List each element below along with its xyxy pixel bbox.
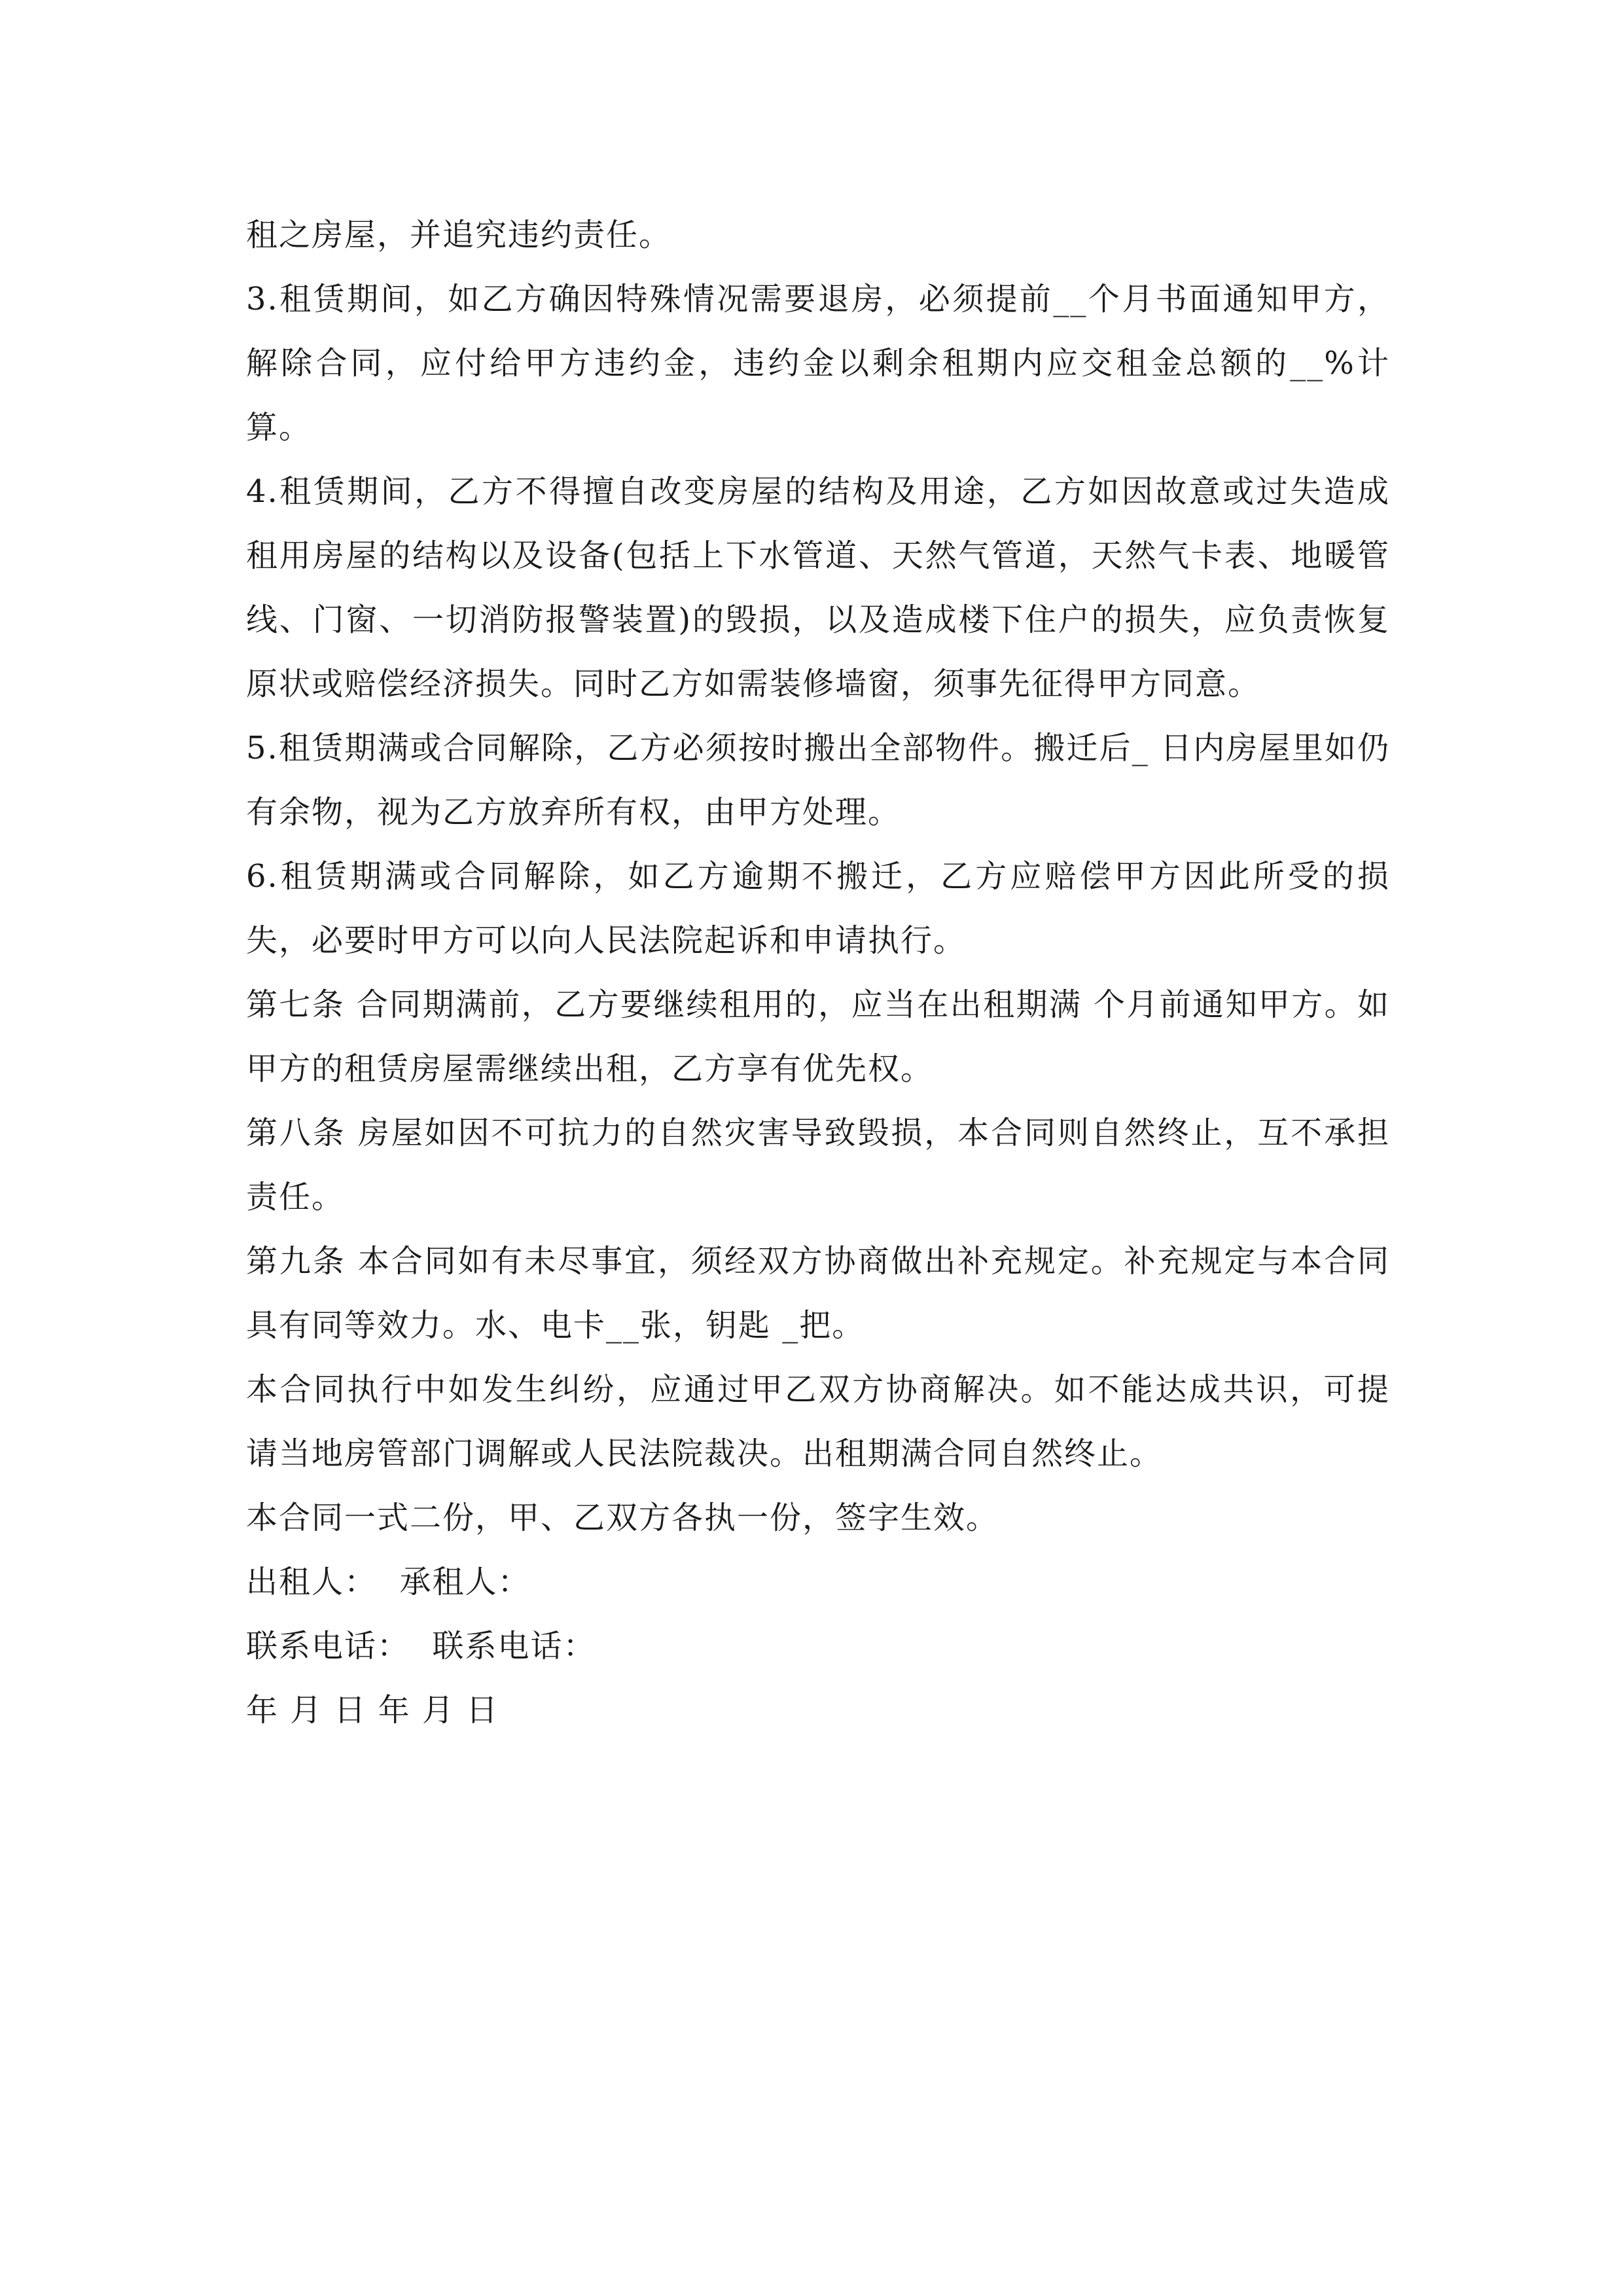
paragraph-dispute-resolution: 本合同执行中如发生纠纷，应通过甲乙双方协商解决。如不能达成共识，可提请当地房管部门调解或人民法院裁决。出租期满合同自然终止。 bbox=[246, 1371, 1390, 1472]
paragraph-copies: 本合同一式二份，甲、乙双方各执一份，签字生效。 bbox=[246, 1499, 999, 1536]
signature-dates-line: 年 月 日 年 月 日 bbox=[246, 1692, 499, 1729]
paragraph-article-7-renewal: 第七条 合同期满前，乙方要继续租用的，应当在出租期满 个月前通知甲方。如甲方的租赁房屋需继续出租，乙方享有优先权。 bbox=[246, 986, 1390, 1087]
paragraph-item-5-move-out: 5.租赁期满或合同解除，乙方必须按时搬出全部物件。搬迁后_ 日内房屋里如仍有余物，视为乙方放弃所有权，由甲方处理。 bbox=[246, 730, 1390, 831]
signature-phones-line: 联系电话： 联系电话： bbox=[246, 1628, 596, 1664]
signature-parties-line: 出租人： 承租人： bbox=[246, 1564, 531, 1600]
paragraph-item-4-structure-damage: 4.租赁期间，乙方不得擅自改变房屋的结构及用途，乙方如因故意或过失造成租用房屋的结构以及设备(包括上下水管道、天然气管道，天然气卡表、地暖管线、门窗、一切消防报警装置)的毁损，以及造成楼下住户的损失，应负责恢复原状或赔偿经济损失。同时乙方如需装修墙窗，须事先征得甲方同意。 bbox=[246, 473, 1390, 702]
contract-body bbox=[246, 203, 1390, 1742]
paragraph-article-9-supplement: 第九条 本合同如有未尽事宜，须经双方协商做出补充规定。补充规定与本合同具有同等效力。水、电卡__张，钥匙 _把。 bbox=[246, 1243, 1390, 1344]
paragraph-termination-clause-end: 租之房屋，并追究违约责任。 bbox=[246, 217, 672, 253]
paragraph-item-3-early-checkout: 3.租赁期间，如乙方确因特殊情况需要退房，必须提前__个月书面通知甲方，解除合同，应付给甲方违约金，违约金以剩余租期内应交租金总额的__%计算。 bbox=[246, 281, 1390, 446]
paragraph-item-6-overdue: 6.租赁期满或合同解除，如乙方逾期不搬迁，乙方应赔偿甲方因此所受的损失，必要时甲方可以向人民法院起诉和申请执行。 bbox=[246, 858, 1390, 959]
paragraph-article-8-force-majeure: 第八条 房屋如因不可抗力的自然灾害导致毁损，本合同则自然终止，互不承担责任。 bbox=[246, 1115, 1390, 1215]
